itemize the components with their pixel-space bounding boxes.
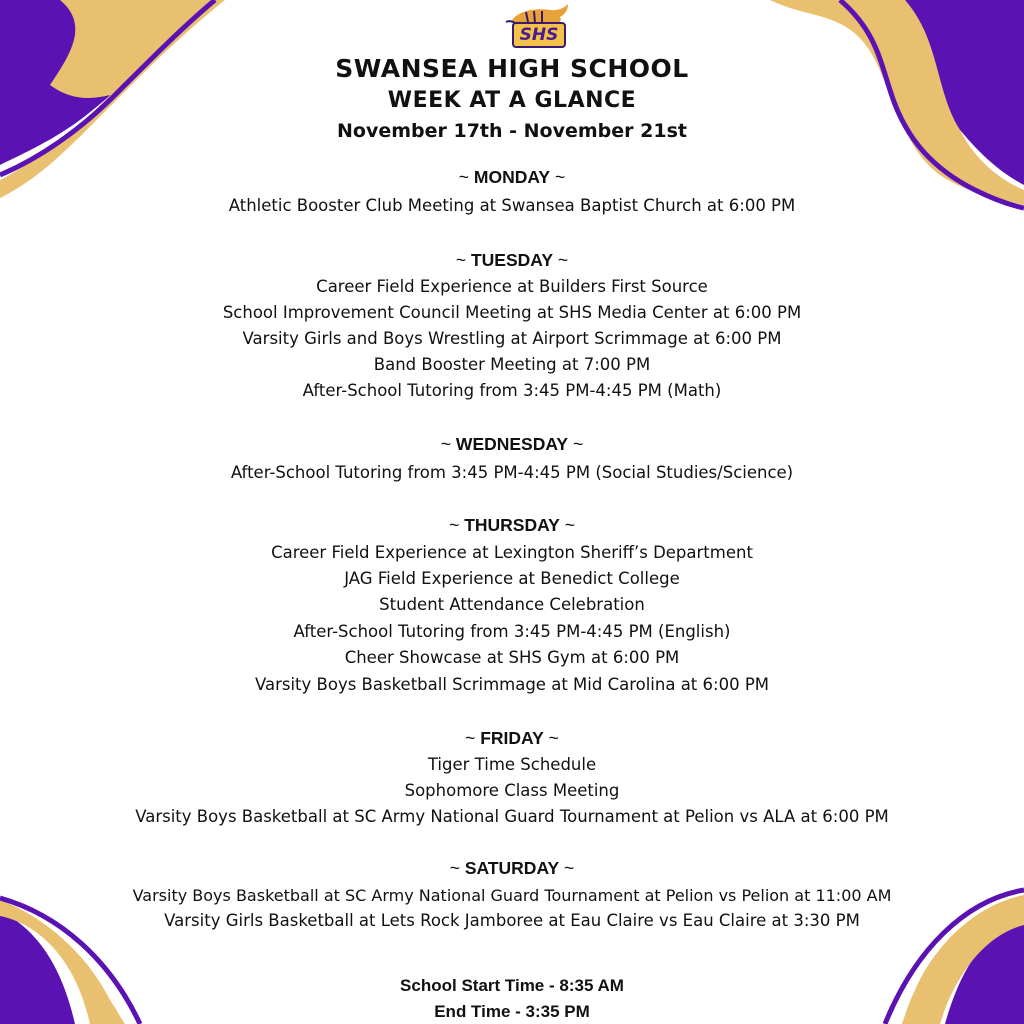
page-subtitle: WEEK AT A GLANCE [387, 88, 637, 113]
day-marker: ~ [449, 515, 460, 535]
event-item: Varsity Boys Basketball Scrimmage at Mid Carolina at 6:00 PM [254, 675, 770, 694]
day-marker: ~ [557, 250, 569, 270]
day-heading-wednesday [0, 433, 1024, 455]
event-item: Varsity Girls Basketball at Lets Rock Jamboree at Eau Claire vs Eau Claire at 3:30 PM [164, 911, 860, 930]
day-marker: ~ [564, 858, 575, 878]
day-marker: ~ [465, 728, 476, 748]
day-heading-friday [0, 727, 1024, 749]
school-end-time: End Time - 3:35 PM [434, 1002, 590, 1021]
event-item: Student Attendance Celebration [379, 595, 645, 614]
event-item: Band Booster Meeting at 7:00 PM [373, 355, 651, 374]
event-item: Career Field Experience at Builders First Source [316, 277, 708, 296]
event-item: JAG Field Experience at Benedict College [344, 569, 680, 588]
day-marker: ~ [572, 434, 584, 454]
day-marker: ~ [458, 167, 470, 187]
logo-text: SHS [512, 22, 566, 48]
event-item: Cheer Showcase at SHS Gym at 6:00 PM [344, 648, 680, 667]
day-label: WEDNESDAY [455, 434, 569, 454]
school-title: SWANSEA HIGH SCHOOL [335, 54, 689, 83]
day-label: THURSDAY [464, 515, 560, 535]
day-label: SATURDAY [464, 858, 560, 878]
school-start-time: School Start Time - 8:35 AM [400, 976, 624, 995]
date-range: November 17th - November 21st [337, 120, 687, 142]
day-marker: ~ [548, 728, 559, 748]
day-heading-tuesday [0, 249, 1024, 271]
event-item: Varsity Girls and Boys Wrestling at Airport Scrimmage at 6:00 PM [242, 329, 782, 348]
event-item: Tiger Time Schedule [427, 755, 597, 774]
event-item: Sophomore Class Meeting [404, 781, 620, 800]
day-label: FRIDAY [480, 728, 544, 748]
day-marker: ~ [455, 250, 467, 270]
day-label: MONDAY [473, 167, 551, 187]
event-item: Career Field Experience at Lexington Sheriff’s Department [271, 543, 753, 562]
day-marker: ~ [440, 434, 452, 454]
day-heading-thursday [0, 514, 1024, 536]
day-marker: ~ [554, 167, 566, 187]
event-item: Athletic Booster Club Meeting at Swansea Baptist Church at 6:00 PM [228, 196, 796, 215]
event-item: After-School Tutoring from 3:45 PM-4:45 PM (English) [293, 622, 731, 641]
day-marker: ~ [449, 858, 460, 878]
event-item: Varsity Boys Basketball at SC Army National Guard Tournament at Pelion vs ALA at 6:00 PM [135, 807, 889, 826]
day-marker: ~ [564, 515, 575, 535]
event-item: School Improvement Council Meeting at SHS Media Center at 6:00 PM [222, 303, 802, 322]
event-item: After-School Tutoring from 3:45 PM-4:45 PM (Social Studies/Science) [230, 463, 794, 482]
event-item: After-School Tutoring from 3:45 PM-4:45 PM (Math) [302, 381, 722, 400]
day-heading-saturday [0, 857, 1024, 879]
day-label: TUESDAY [470, 250, 553, 270]
day-heading-monday [0, 166, 1024, 188]
event-item: Varsity Boys Basketball at SC Army National Guard Tournament at Pelion vs Pelion at 11:00 AM [132, 886, 892, 905]
